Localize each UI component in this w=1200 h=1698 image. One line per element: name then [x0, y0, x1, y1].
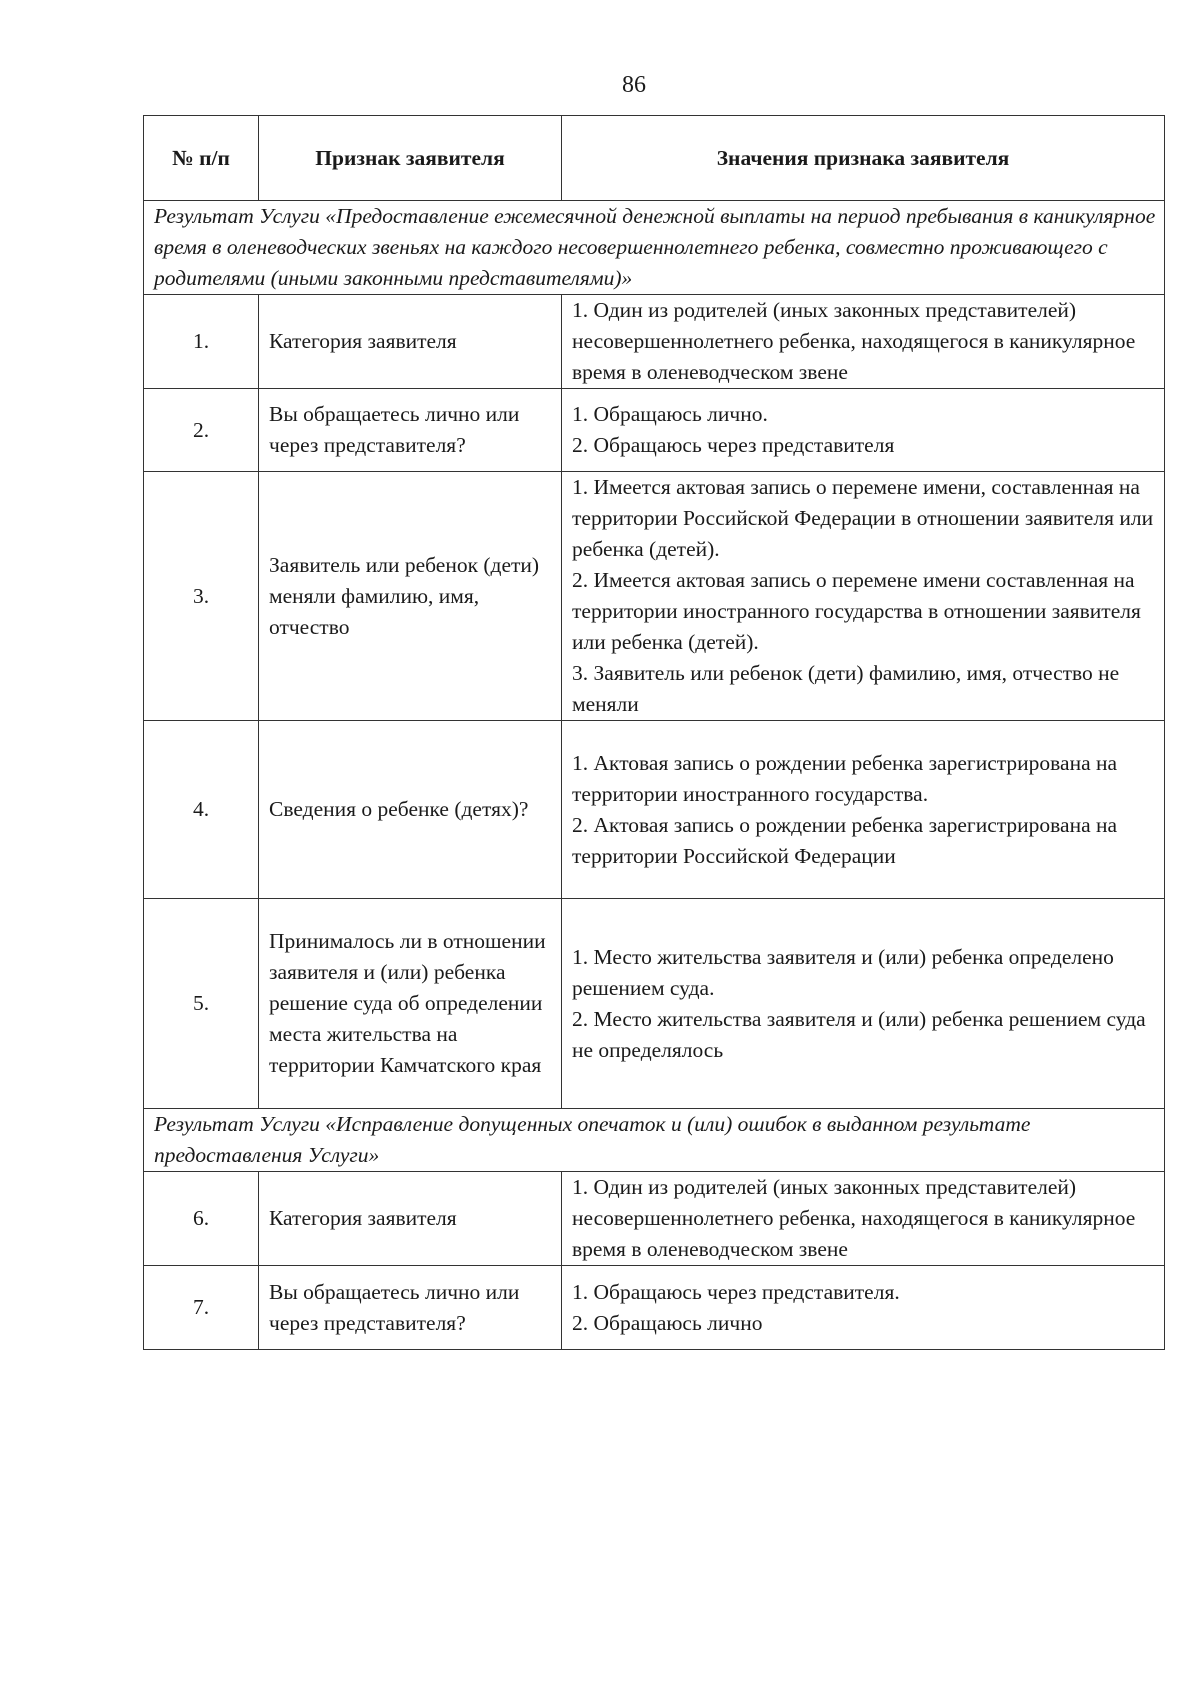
- value-item: 2. Место жительства заявителя и (или) ребенка решением суда не определялось: [572, 1006, 1146, 1062]
- row-values: [562, 295, 1165, 389]
- row-values: [562, 721, 1165, 899]
- table-row: [144, 1266, 1165, 1350]
- value-item: 2. Актовая запись о рождении ребенка зарегистрирована на территории Российской Федерации: [572, 812, 1118, 868]
- section-row: [144, 201, 1165, 295]
- table-row: [144, 389, 1165, 472]
- row-values: [562, 389, 1165, 472]
- value-item: 1. Место жительства заявителя и (или) ребенка определено решением суда.: [572, 944, 1114, 1000]
- section-title: Результат Услуги «Исправление допущенных опечаток и (или) ошибок в выданном результате предоставления Услуги»: [144, 1109, 1165, 1172]
- row-values: [562, 1266, 1165, 1350]
- section-title: Результат Услуги «Предоставление ежемесячной денежной выплаты на период пребывания в каникулярное время в оленеводческих звеньях на каждого несовершеннолетнего ребенка, совместно проживающего с родителями (иными законными представителями)»: [144, 201, 1165, 295]
- table-row: [144, 1172, 1165, 1266]
- row-number: 6.: [144, 1172, 259, 1266]
- row-feature: Сведения о ребенке (детях)?: [259, 721, 562, 899]
- table-header-row: [144, 116, 1165, 201]
- row-number: 5.: [144, 899, 259, 1109]
- row-number: 1.: [144, 295, 259, 389]
- row-number: 2.: [144, 389, 259, 472]
- table-row: [144, 899, 1165, 1109]
- row-feature: Принималось ли в отношении заявителя и (или) ребенка решение суда об определении места жительства на территории Камчатского края: [259, 899, 562, 1109]
- row-feature: Заявитель или ребенок (дети) меняли фамилию, имя, отчество: [259, 472, 562, 721]
- row-feature: Категория заявителя: [259, 1172, 562, 1266]
- row-number: 3.: [144, 472, 259, 721]
- header-values: Значения признака заявителя: [562, 116, 1165, 201]
- row-values: [562, 1172, 1165, 1266]
- value-item: 2. Обращаюсь через представителя: [572, 433, 895, 457]
- row-feature: Вы обращаетесь лично или через представителя?: [259, 1266, 562, 1350]
- table-row: [144, 295, 1165, 389]
- row-values: [562, 899, 1165, 1109]
- value-item: 1. Обращаюсь через представителя.: [572, 1279, 900, 1304]
- header-feature: Признак заявителя: [259, 116, 562, 201]
- page-number: 86: [622, 72, 646, 98]
- value-item: 1. Актовая запись о рождении ребенка зарегистрирована на территории иностранного государства.: [572, 750, 1118, 806]
- header-number: № п/п: [144, 116, 259, 201]
- value-item: 2. Обращаюсь лично: [572, 1310, 763, 1335]
- value-item: 3. Заявитель или ребенок (дети) фамилию, имя, отчество не меняли: [572, 661, 1120, 716]
- value-item: 2. Имеется актовая запись о перемене имени составленная на территории иностранного государства в отношении заявителя или ребенка (детей).: [572, 568, 1141, 654]
- row-feature: Вы обращаетесь лично или через представителя?: [259, 389, 562, 472]
- section-row: [144, 1109, 1165, 1172]
- row-feature: Категория заявителя: [259, 295, 562, 389]
- value-item: 1. Обращаюсь лично.: [572, 402, 768, 426]
- value-item: 1. Один из родителей (иных законных представителей) несовершеннолетнего ребенка, находящегося в каникулярное время в оленеводческом звене: [572, 1175, 1136, 1261]
- row-number: 7.: [144, 1266, 259, 1350]
- row-number: 4.: [144, 721, 259, 899]
- value-item: 1. Один из родителей (иных законных представителей) несовершеннолетнего ребенка, находящегося в каникулярное время в оленеводческом звене: [572, 298, 1136, 384]
- row-values: [562, 472, 1165, 721]
- applicant-features-table: [143, 115, 1165, 1350]
- table-row: [144, 721, 1165, 899]
- value-item: 1. Имеется актовая запись о перемене имени, составленная на территории Российской Федерации в отношении заявителя или ребенка (детей).: [572, 475, 1154, 561]
- table-row: [144, 472, 1165, 721]
